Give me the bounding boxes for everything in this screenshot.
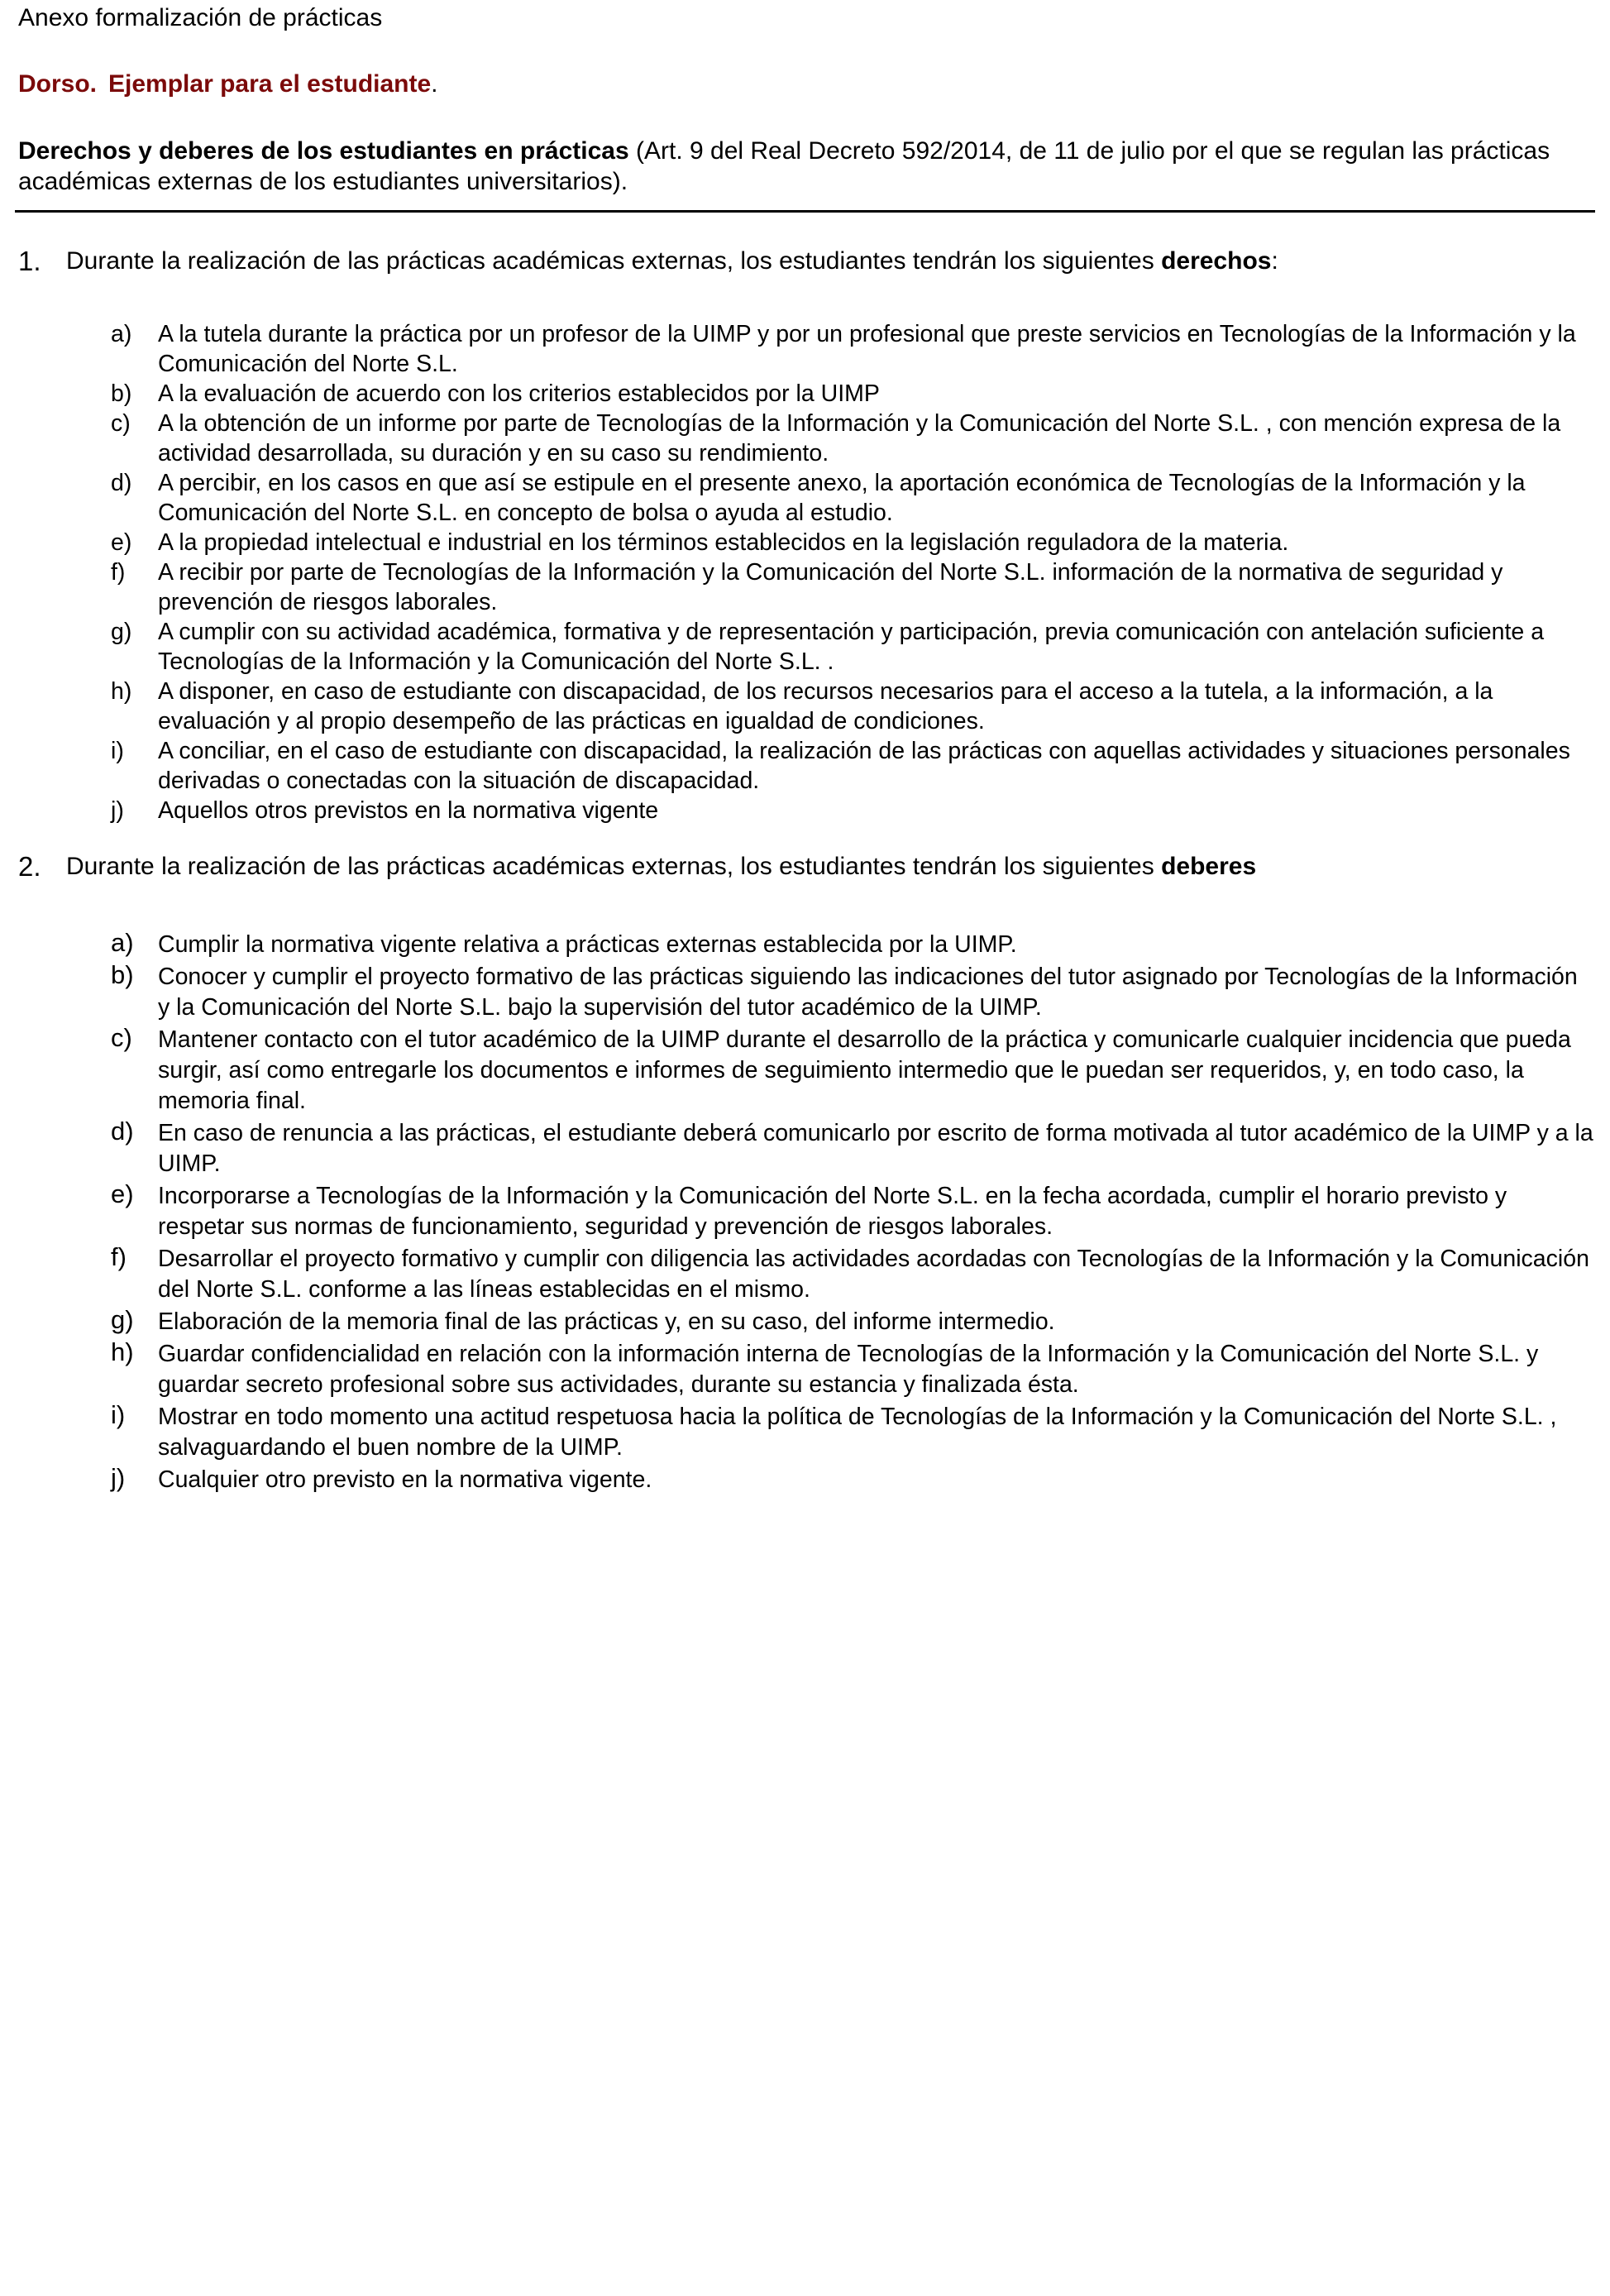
list-item xyxy=(18,930,1593,960)
list-item xyxy=(18,617,1593,677)
item-letter: c) xyxy=(111,1023,132,1052)
list-item xyxy=(18,736,1593,796)
list-item xyxy=(18,1339,1593,1400)
list-item xyxy=(18,557,1593,617)
item-text: Elaboración de la memoria final de las prácticas y, en su caso, del informe intermedio. xyxy=(158,1308,1055,1335)
item-text: Mantener contacto con el tutor académico de la UIMP durante el desarrollo de la práctica y comunicarle cualquier incidencia que pueda surgir, así como entregarle los documentos e informes de seguimiento intermedio que le puedan ser requeridos, y, en todo caso, la memoria final. xyxy=(158,1026,1571,1114)
list-item xyxy=(18,677,1593,736)
item-letter: d) xyxy=(111,1117,134,1146)
item-text: Cumplir la normativa vigente relativa a prácticas externas establecida por la UIMP. xyxy=(158,931,1017,958)
item-letter: a) xyxy=(111,928,134,957)
item-letter: a) xyxy=(111,321,132,347)
item-letter: g) xyxy=(111,619,132,645)
item-text: A conciliar, en el caso de estudiante con discapacidad, la realización de las prácticas con aquellas actividades y situaciones personales derivadas o conectadas con la situación de discapacidad. xyxy=(158,738,1570,794)
copy-designation xyxy=(18,69,438,99)
item-text: A disponer, en caso de estudiante con discapacidad, de los recursos necesarios para el acceso a la tutela, a la información, a la evaluación y al propio desempeño de las prácticas en igualdad de condiciones. xyxy=(158,678,1493,734)
item-text: A la propiedad intelectual e industrial en los términos establecidos en la legislación reguladora de la materia. xyxy=(158,529,1289,556)
list-item xyxy=(18,319,1593,379)
list-item xyxy=(18,379,1593,409)
item-text: Guardar confidencialidad en relación con la información interna de Tecnologías de la Información y la Comunicación del Norte S.L. y guardar secreto profesional sobre sus actividades, durante su estancia y finalizada ésta. xyxy=(158,1341,1539,1398)
item-text: A la obtención de un informe por parte de Tecnologías de la Información y la Comunicación del Norte S.L. , con mención expresa de la actividad desarrollada, su duración y en su caso su rendimiento. xyxy=(158,410,1561,466)
list-item xyxy=(18,1025,1593,1117)
item-letter: e) xyxy=(111,529,132,556)
copy-designation-period: . xyxy=(431,70,438,98)
item-text: A percibir, en los casos en que así se estipule en el presente anexo, la aportación económica de Tecnologías de la Información y la Comunicación del Norte S.L. en concepto de bolsa o ayuda al estudio. xyxy=(158,470,1526,526)
item-letter: e) xyxy=(111,1179,134,1208)
item-letter: j) xyxy=(111,797,124,824)
item-letter: h) xyxy=(111,678,132,705)
item-letter: j) xyxy=(111,1463,126,1492)
item-letter: c) xyxy=(111,410,131,437)
list-item xyxy=(18,409,1593,468)
item-text: Conocer y cumplir el proyecto formativo de las prácticas siguiendo las indicaciones del tutor asignado por Tecnologías de la Información y la Comunicación del Norte S.L. bajo la supervisión del tutor académico de la UIMP. xyxy=(158,964,1578,1021)
item-text: A cumplir con su actividad académica, formativa y de representación y participación, previa comunicación con antelación suficiente a Tecnologías de la Información y la Comunicación del Norte S.L. . xyxy=(158,619,1545,675)
item-letter: f) xyxy=(111,1242,127,1271)
item-letter: i) xyxy=(111,1400,126,1429)
rights-heading xyxy=(18,246,1593,276)
list-item xyxy=(18,1118,1593,1179)
list-item xyxy=(18,1181,1593,1242)
section-heading-colon: : xyxy=(1271,247,1278,275)
section-number: 2. xyxy=(18,851,41,882)
duties-section xyxy=(18,852,1593,1497)
item-letter: f) xyxy=(111,559,126,586)
item-letter: b) xyxy=(111,960,134,989)
list-item xyxy=(18,1465,1593,1495)
item-letter: i) xyxy=(111,738,124,764)
list-item xyxy=(18,468,1593,528)
copy-side-label: Dorso. xyxy=(18,70,98,98)
item-text: A recibir por parte de Tecnologías de la Información y la Comunicación del Norte S.L. información de la normativa de seguridad y prevención de riesgos laborales. xyxy=(158,559,1503,615)
item-text: Desarrollar el proyecto formativo y cumplir con diligencia las actividades acordadas con Tecnologías de la Información y la Comunicación del Norte S.L. conforme a las líneas establecidas en el mismo. xyxy=(158,1246,1589,1303)
copy-recipient-label: Ejemplar para el estudiante xyxy=(108,70,432,98)
item-text: A la evaluación de acuerdo con los criterios establecidos por la UIMP xyxy=(158,380,880,407)
item-text: En caso de renuncia a las prácticas, el estudiante deberá comunicarlo por escrito de forma motivada al tutor académico de la UIMP y a la UIMP. xyxy=(158,1120,1593,1177)
list-item xyxy=(18,528,1593,557)
intro-title: Derechos y deberes de los estudiantes en prácticas xyxy=(18,137,629,165)
document-header: Anexo formalización de prácticas xyxy=(18,4,383,31)
item-letter: h) xyxy=(111,1337,134,1366)
item-text: Mostrar en todo momento una actitud respetuosa hacia la política de Tecnologías de la Información y la Comunicación del Norte S.L. , salvaguardando el buen nombre de la UIMP. xyxy=(158,1404,1557,1461)
item-letter: g) xyxy=(111,1305,134,1334)
item-letter: b) xyxy=(111,380,132,407)
duties-heading xyxy=(18,852,1593,882)
item-text: A la tutela durante la práctica por un profesor de la UIMP y por un profesional que preste servicios en Tecnologías de la Información y la Comunicación del Norte S.L. xyxy=(158,321,1576,377)
duties-list xyxy=(18,930,1593,1495)
section-heading-text: Durante la realización de las prácticas académicas externas, los estudiantes tendrán los siguientes xyxy=(66,853,1162,880)
section-heading-text: Durante la realización de las prácticas académicas externas, los estudiantes tendrán los siguientes xyxy=(66,247,1162,275)
item-text: Cualquier otro previsto en la normativa vigente. xyxy=(158,1466,652,1493)
section-heading-keyword: deberes xyxy=(1161,853,1257,880)
item-letter: d) xyxy=(111,470,132,496)
list-item xyxy=(18,796,1593,825)
list-item xyxy=(18,962,1593,1023)
rights-section xyxy=(18,246,1593,825)
list-item xyxy=(18,1402,1593,1463)
header-divider xyxy=(15,210,1595,213)
intro-legal-reference: (Art. 9 del Real Decreto 592/2014, de 11 de julio por el que se regulan las prácticas académicas externas de los estudiantes universitarios). xyxy=(18,137,1550,195)
item-text: Aquellos otros previstos en la normativa vigente xyxy=(158,797,659,824)
list-item xyxy=(18,1307,1593,1337)
item-text: Incorporarse a Tecnologías de la Información y la Comunicación del Norte S.L. en la fecha acordada, cumplir el horario previsto y respetar sus normas de funcionamiento, seguridad y prevención de riesgos laborales. xyxy=(158,1183,1507,1240)
list-item xyxy=(18,1244,1593,1305)
section-number: 1. xyxy=(18,246,41,276)
rights-list xyxy=(18,319,1593,825)
section-heading-keyword: derechos xyxy=(1161,247,1272,275)
intro-paragraph xyxy=(18,136,1589,197)
